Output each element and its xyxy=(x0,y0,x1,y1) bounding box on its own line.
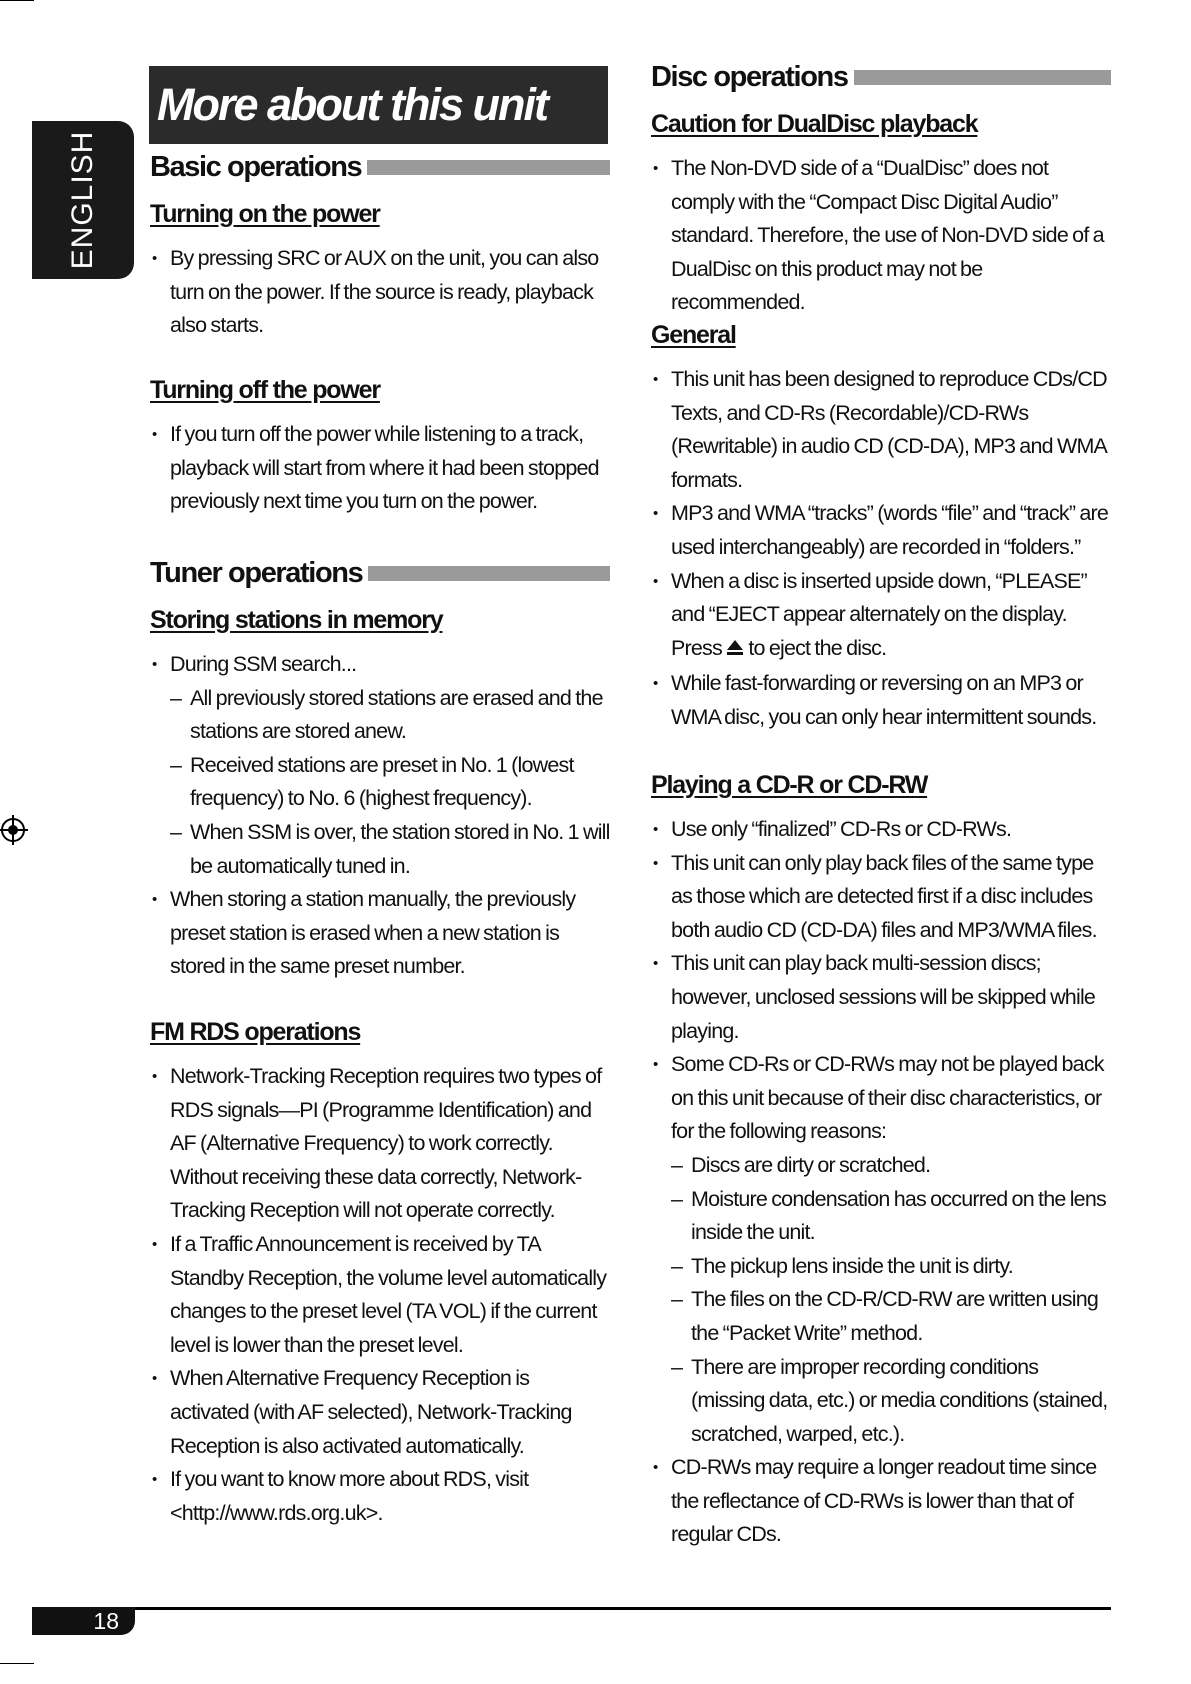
list-item: • When Alternative Frequency Reception is activated (with AF selected), Network-Tracking Reception is also activated automatically. xyxy=(150,1362,610,1463)
list-item: • The Non-DVD side of a “DualDisc” does not comply with the “Compact Disc Digital Audio” standard. Therefore, the use of Non-DVD side of a DualDisc on this product may not be recommended. xyxy=(651,152,1111,320)
list-item: • Some CD-Rs or CD-RWs may not be played back on this unit because of their disc characteristics, or for the following reasons: xyxy=(651,1048,1111,1149)
page-number-tab xyxy=(32,1607,135,1635)
page-number: 18 xyxy=(93,1608,119,1634)
footer-rule xyxy=(32,1607,1111,1610)
list-item: • This unit can only play back files of the same type as those which are detected first if a disc includes both audio CD (CD-DA) files and MP3/WMA files. xyxy=(651,847,1111,948)
subheading-fm-rds: FM RDS operations xyxy=(150,1018,361,1046)
sub-list-item: – Received stations are preset in No. 1 (lowest frequency) to No. 6 (highest frequency). xyxy=(150,749,610,816)
fm-rds-list xyxy=(150,1060,610,1530)
heading-bar xyxy=(367,160,610,175)
language-tab xyxy=(32,121,134,279)
section-title: Basic operations xyxy=(150,151,362,183)
list-item: • If a Traffic Announcement is received by TA Standby Reception, the volume level automatically changes to the preset level (TA VOL) if the current level is lower than the preset level. xyxy=(150,1228,610,1362)
subheading-general: General xyxy=(651,321,736,349)
sub-list-item: – When SSM is over, the station stored in No. 1 will be automatically tuned in. xyxy=(150,816,610,883)
subheading-turning-on: Turning on the power xyxy=(150,200,380,228)
subheading-storing-stations: Storing stations in memory xyxy=(150,606,443,634)
list-item: • By pressing SRC or AUX on the unit, you can also turn on the power. If the source is ready, playback also starts. xyxy=(150,242,610,343)
dualdisc-list xyxy=(651,152,1111,320)
title-banner xyxy=(149,66,608,144)
list-item: • MP3 and WMA “tracks” (words “file” and “track” are used interchangeably) are recorded in “folders.” xyxy=(651,497,1111,564)
crop-mark-bottom xyxy=(0,1663,34,1664)
list-item: • Network-Tracking Reception requires two types of RDS signals—PI (Programme Identification) and AF (Alternative Frequency) to work correctly. Without receiving these data correctly, Network-Tracking Reception will not operate correctly. xyxy=(150,1060,610,1228)
page-title: More about this unit xyxy=(157,79,547,130)
crop-mark-top xyxy=(0,0,34,1)
sub-list-item: – All previously stored stations are erased and the stations are stored anew. xyxy=(150,682,610,749)
turning-on-list xyxy=(150,242,610,343)
sub-list-item: – The files on the CD-R/CD-RW are written using the “Packet Write” method. xyxy=(651,1283,1111,1350)
language-label: ENGLISH xyxy=(66,130,99,270)
section-title: Tuner operations xyxy=(150,557,363,589)
registration-mark-icon xyxy=(1,818,25,842)
list-item: • Use only “finalized” CD-Rs or CD-RWs. xyxy=(651,813,1111,847)
general-list xyxy=(651,363,1111,735)
list-item: • CD-RWs may require a longer readout time since the reflectance of CD-RWs is lower than that of regular CDs. xyxy=(651,1451,1111,1552)
heading-bar xyxy=(854,70,1111,85)
list-item xyxy=(651,565,1111,668)
sub-list-item: – Discs are dirty or scratched. xyxy=(651,1149,1111,1183)
section-disc-operations xyxy=(651,61,1111,94)
list-item: • When storing a station manually, the previously preset station is erased when a new station is stored in the same preset number. xyxy=(150,883,610,984)
subheading-playing-cdr: Playing a CD-R or CD-RW xyxy=(651,771,928,799)
sub-list-item: – The pickup lens inside the unit is dirty. xyxy=(651,1250,1111,1284)
section-basic-operations xyxy=(150,151,610,184)
list-item: • While fast-forwarding or reversing on an MP3 or WMA disc, you can only hear intermittent sounds. xyxy=(651,667,1111,734)
storing-stations-list xyxy=(150,648,610,984)
sub-list-item: – There are improper recording conditions (missing data, etc.) or media conditions (stained, scratched, warped, etc.). xyxy=(651,1351,1111,1452)
heading-bar xyxy=(368,566,610,581)
sub-list-item: – Moisture condensation has occurred on the lens inside the unit. xyxy=(651,1183,1111,1250)
text-segment: to eject the disc. xyxy=(744,635,887,660)
subheading-dualdisc: Caution for DualDisc playback xyxy=(651,110,978,138)
eject-icon xyxy=(726,634,744,668)
subheading-turning-off: Turning off the power xyxy=(150,376,380,404)
section-title: Disc operations xyxy=(651,61,848,93)
section-tuner-operations xyxy=(150,557,610,590)
turning-off-list xyxy=(150,418,610,519)
text-segment: When a disc is inserted upside down, “PLEASE” and “EJECT appear alternately on the display. Press xyxy=(671,568,1087,660)
list-item: • During SSM search... xyxy=(150,648,610,682)
list-item: • If you want to know more about RDS, visit <http://www.rds.org.uk>. xyxy=(150,1463,610,1530)
playing-cdr-list xyxy=(651,813,1111,1552)
list-item: • If you turn off the power while listening to a track, playback will start from where it had been stopped previously next time you turn on the power. xyxy=(150,418,610,519)
list-item: • This unit has been designed to reproduce CDs/CD Texts, and CD-Rs (Recordable)/CD-RWs (Rewritable) in audio CD (CD-DA), MP3 and WMA formats. xyxy=(651,363,1111,497)
list-item: • This unit can play back multi-session discs; however, unclosed sessions will be skipped while playing. xyxy=(651,947,1111,1048)
